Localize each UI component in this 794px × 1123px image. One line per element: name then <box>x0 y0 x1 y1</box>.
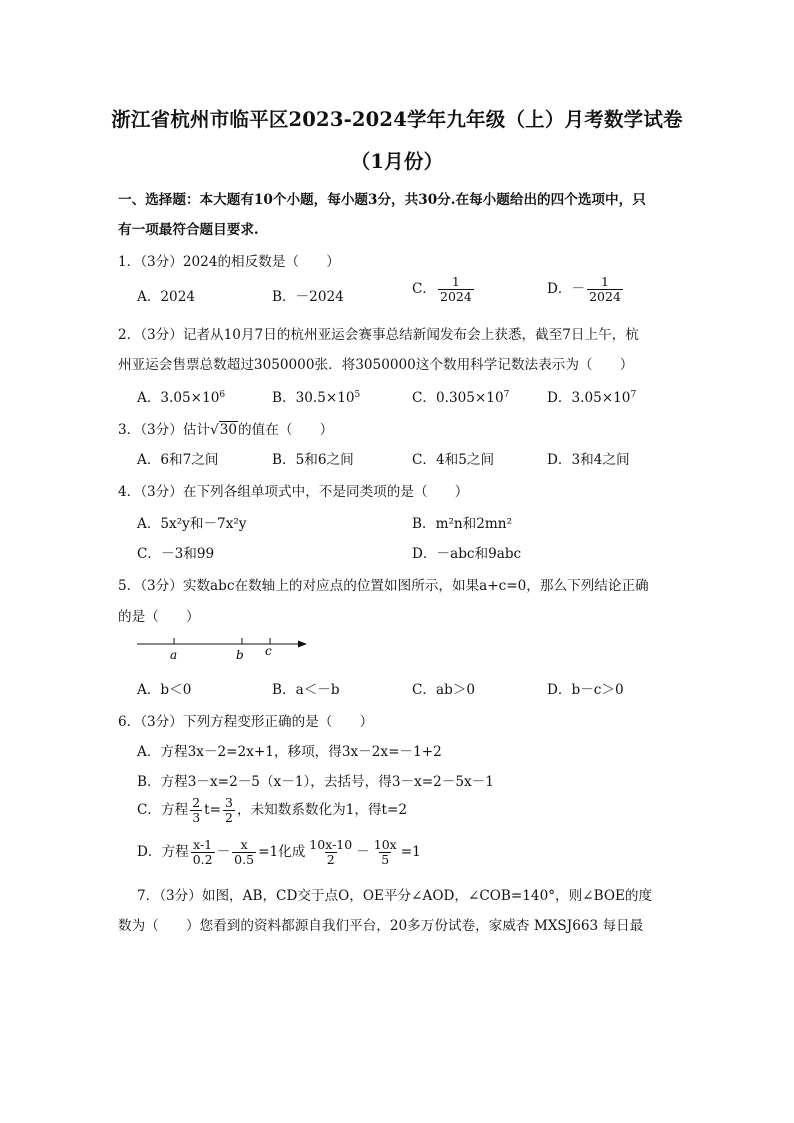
exponent: 6 <box>219 390 226 400</box>
fraction-numerator: 10x <box>373 837 397 852</box>
exam-title: 浙江省杭州市临平区2023-2024学年九年级（上）月考数学试卷 <box>111 108 683 131</box>
fraction-numerator: 3 <box>225 795 233 810</box>
option-text: B．30.5×10 <box>272 390 355 406</box>
number-line-figure <box>137 632 312 664</box>
option-label: C． <box>412 281 436 297</box>
fraction-numerator: x <box>240 837 248 852</box>
fraction-numerator: 1 <box>451 274 460 289</box>
question-4-stem: 4．（3分）在下列各组单项式中，不是同类项的是（ ） <box>118 484 469 500</box>
question-5-stem-line2: 的是（ ） <box>118 609 200 625</box>
fraction <box>191 838 215 867</box>
question-2-stem-line1: 2．（3分）记者从10月7日的杭州亚运会赛事总结新闻发布会上获悉，截至7日上午，杭 <box>118 327 639 343</box>
fraction <box>587 275 623 304</box>
question-1-option-d <box>547 275 625 304</box>
question-2-option-a <box>137 386 225 406</box>
question-7-stem-line2: 数为（ ）您看到的资料都源自我们平台，20多万份试卷，家威杏 MXSJ663 每日最 <box>118 918 644 934</box>
fraction-denominator: 5 <box>381 852 390 867</box>
question-2-option-c <box>412 386 509 406</box>
question-5-option-b: B．a＜－b <box>272 682 340 698</box>
fraction <box>232 838 256 867</box>
question-1-stem: 1．（3分）2024的相反数是（ ） <box>118 254 340 270</box>
number-line-arrow-icon <box>298 641 307 648</box>
question-2-option-d <box>547 386 636 406</box>
question-6-option-d <box>137 838 421 867</box>
question-2-option-b <box>272 386 360 406</box>
option-text: C．0.305×10 <box>412 390 504 406</box>
question-6-option-a: A．方程3x－2=2x+1，移项，得3x－2x=－1+2 <box>137 744 442 760</box>
fraction-denominator: 2024 <box>589 289 621 304</box>
fraction-numerator: 10x-10 <box>309 837 353 852</box>
fraction-denominator: 2 <box>225 810 233 825</box>
question-1-option-c <box>412 275 476 304</box>
option-text: D．3.05×10 <box>547 390 631 406</box>
stem-text: 3．（3分）估计 <box>118 422 211 438</box>
option-text: C．方程 <box>137 802 189 818</box>
option-text: =1化成 <box>258 844 306 860</box>
point-label-b: b <box>236 648 244 662</box>
point-label-a: a <box>170 648 178 662</box>
fraction-denominator: 2024 <box>440 289 472 304</box>
option-text: t= <box>204 802 221 818</box>
fraction <box>223 796 235 825</box>
option-text: ，未知数系数化为1，得t=2 <box>236 802 408 818</box>
question-4-option-b: B．m²n和2mn² <box>412 516 513 532</box>
question-5-option-d: D．b－c＞0 <box>547 682 624 698</box>
question-7-stem-line1: 7．（3分）如图，AB，CD交于点O，OE平分∠AOD，∠COB=140°，则∠BOE的度 <box>137 888 653 904</box>
minus-sign: － <box>356 844 370 860</box>
fraction-numerator: 1 <box>601 274 609 289</box>
fraction-numerator: 2 <box>192 795 201 810</box>
stem-text: 的值在（ ） <box>238 422 334 438</box>
option-text: =1 <box>400 844 421 860</box>
fraction-denominator: 2 <box>326 852 335 867</box>
question-3-option-d: D．3和4之间 <box>547 452 630 468</box>
sqrt-radicand: 30 <box>219 422 238 438</box>
question-4-option-a: A．5x²y和－7x²y <box>137 516 247 532</box>
question-6-option-b: B．方程3－x=2－5（x－1），去括号，得3－x=2－5x－1 <box>137 774 494 790</box>
exponent: 7 <box>503 390 510 400</box>
section-heading-line1: 一、选择题：本大题有10个小题，每小题3分，共30分.在每小题给出的四个选项中，只 <box>118 192 646 208</box>
fraction <box>307 838 354 867</box>
question-3-option-c: C．4和5之间 <box>412 452 495 468</box>
point-label-c: c <box>265 644 272 658</box>
question-4-option-c: C．－3和99 <box>137 546 215 562</box>
question-3-option-b: B．5和6之间 <box>272 452 354 468</box>
minus-sign: － <box>216 844 231 860</box>
fraction-denominator: 3 <box>192 810 201 825</box>
question-3-stem: 3．（3分）估计√30的值在（ ） <box>118 422 334 438</box>
fraction-denominator: 0.5 <box>234 852 255 867</box>
question-1-option-a: A．2024 <box>137 289 196 305</box>
question-4-option-d: D．－abc和9abc <box>412 546 522 562</box>
fraction <box>190 796 202 825</box>
question-1-option-b: B．－2024 <box>272 289 344 305</box>
question-3-option-a: A．6和7之间 <box>137 452 219 468</box>
minus-sign: － <box>571 281 586 297</box>
question-6-option-c <box>137 796 407 825</box>
fraction-denominator: 0.2 <box>192 852 213 867</box>
question-5-stem-line1: 5．（3分）实数abc在数轴上的对应点的位置如图所示，如果a+c=0，那么下列结论正确 <box>118 578 649 594</box>
option-text: A．3.05×10 <box>137 390 220 406</box>
exam-subtitle: （1月份） <box>350 150 444 173</box>
exponent: 5 <box>354 390 361 400</box>
question-2-stem-line2: 州亚运会售票总数超过3050000张．将3050000这个数用科学记数法表示为（ ） <box>118 357 634 373</box>
question-5-option-a: A．b＜0 <box>137 682 192 698</box>
section-heading-line2: 有一项最符合题目要求. <box>118 222 259 238</box>
option-label: D． <box>547 281 572 297</box>
fraction <box>438 275 474 304</box>
question-6-stem: 6．（3分）下列方程变形正确的是（ ） <box>118 714 374 730</box>
fraction <box>372 838 399 867</box>
question-5-option-c: C．ab＞0 <box>412 682 476 698</box>
exponent: 7 <box>630 390 637 400</box>
option-text: D．方程 <box>137 844 189 860</box>
fraction-numerator: x-1 <box>193 837 213 852</box>
